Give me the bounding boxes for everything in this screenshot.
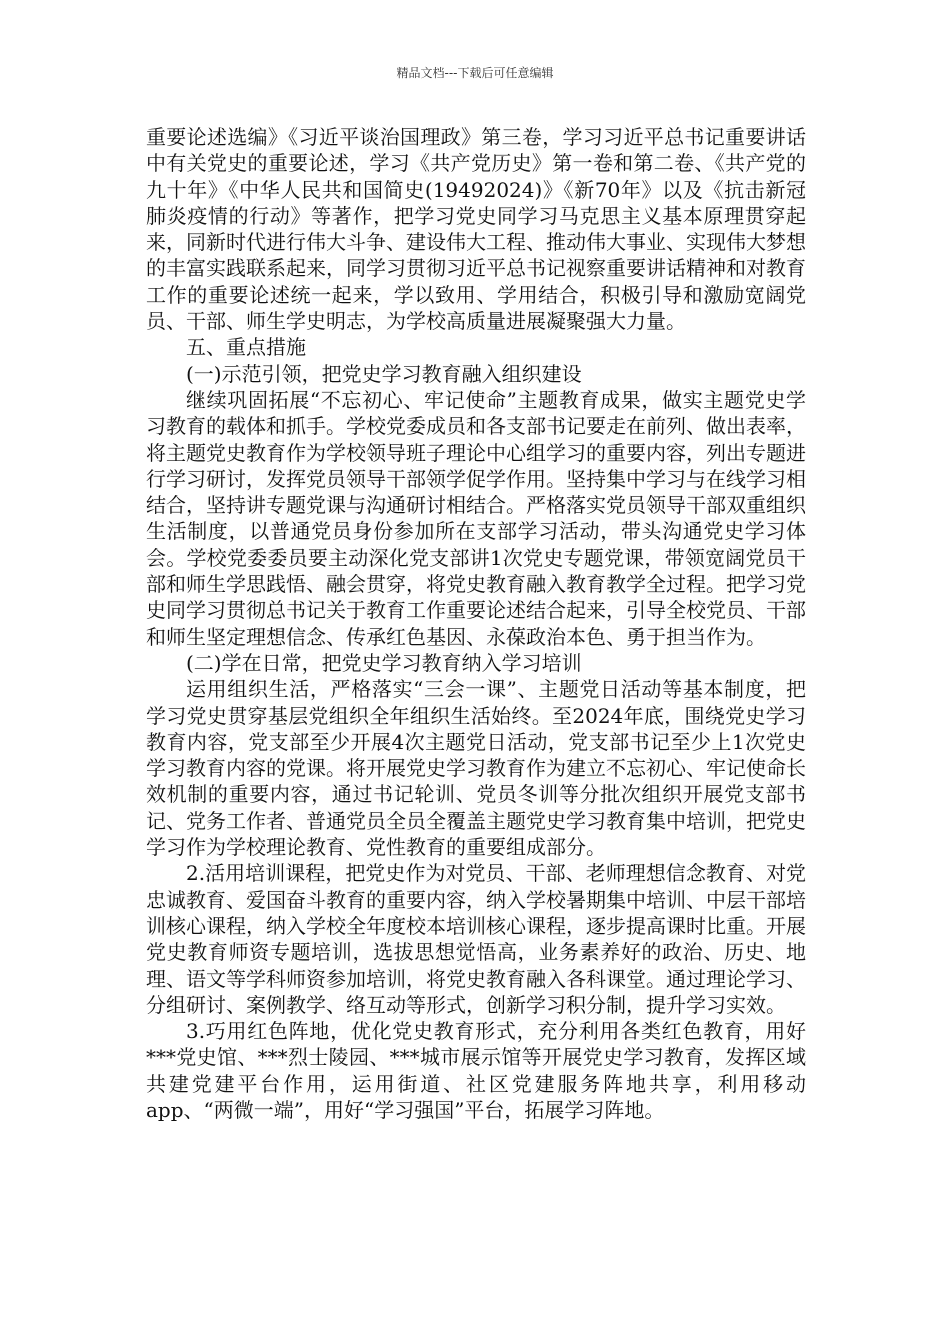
subheading-1: (一)示范引领，把党史学习教育融入组织建设	[186, 361, 582, 386]
page-header: 精品文档---下载后可任意编辑	[396, 66, 554, 80]
subheading-2: (二)学在日常，把党史学习教育纳入学习培训	[186, 650, 582, 675]
document-body	[146, 124, 806, 1123]
paragraph-3: 2.活用培训课程，把党史作为对党员、干部、老师理想信念教育、对党忠诚教育、爱国奋斗教育的重要内容，纳入学校暑期集中培训、中层干部培训核心课程，纳入学校全年度校本培训核心课程，逐步提高课时比重。开展党史教育师资专题培训，选拔思想觉悟高，业务素养好的政治、历史、地理、语文等学科师资参加培训，将党史教育融入各科课堂。通过理论学习、分组研讨、案例教学、络互动等形式，创新学习积分制，提升学习实效。	[146, 861, 806, 1017]
paragraph-1: 继续巩固拓展“不忘初心、牢记使命”主题教育成果，做实主题党史学习教育的载体和抓手。学校党委成员和各支部书记要走在前列、做出表率，将主题党史教育作为学校领导班子理论中心组学习的重要内容，列出专题进行学习研讨，发挥党员领导干部领学促学作用。坚持集中学习与在线学习相结合，坚持讲专题党课与沟通研讨相结合。严格落实党员领导干部双重组织生活制度，以普通党员身份参加所在支部学习活动，带头沟通党史学习体会。学校党委委员要主动深化党支部讲1次党史专题党课，带领宽阔党员干部和师生学思践悟、融会贯穿，将党史教育融入教育教学全过程。把学习党史同学习贯彻总书记关于教育工作重要论述结合起来，引导全校党员、干部和师生坚定理想信念、传承红色基因、永葆政治本色、勇于担当作为。	[146, 387, 806, 649]
paragraph-2: 运用组织生活，严格落实“三会一课”、主题党日活动等基本制度，把学习党史贯穿基层党组织全年组织生活始终。至2024年底，围绕党史学习教育内容，党支部至少开展4次主题党日活动，党支部书记至少上1次党史学习教育内容的党课。将开展党史学习教育作为建立不忘初心、牢记使命长效机制的重要内容，通过书记轮训、党员冬训等分批次组织开展党支部书记、党务工作者、普通党员全员全覆盖主题党史学习教育集中培训，把党史学习作为学校理论教育、党性教育的重要组成部分。	[146, 677, 806, 860]
paragraph-4: 3.巧用红色阵地，优化党史教育形式，充分利用各类红色教育，用好***党史馆、***烈士陵园、***城市展示馆等开展党史学习教育，发挥区域共建党建平台作用，运用街道、社区党建服务阵地共享，利用移动app、“两微一端”，用好“学习强国”平台，拓展学习阵地。	[146, 1019, 806, 1122]
section-heading-5: 五、重点措施	[186, 335, 306, 360]
paragraph-intro: 重要论述选编》《习近平谈治国理政》第三卷，学习习近平总书记重要讲话中有关党史的重要论述，学习《共产党历史》第一卷和第二卷、《共产党的九十年》《中华人民共和国简史(19492024)》《新70年》以及《抗击新冠肺炎疫情的行动》等著作，把学习党史同学习马克思主义基本原理贯穿起来，同新时代进行伟大斗争、建设伟大工程、推动伟大事业、实现伟大梦想的丰富实践联系起来，同学习贯彻习近平总书记视察重要讲话精神和对教育工作的重要论述统一起来，学以致用、学用结合，积极引导和激励宽阔党员、干部、师生学史明志，为学校高质量进展凝聚强大力量。	[146, 125, 806, 334]
